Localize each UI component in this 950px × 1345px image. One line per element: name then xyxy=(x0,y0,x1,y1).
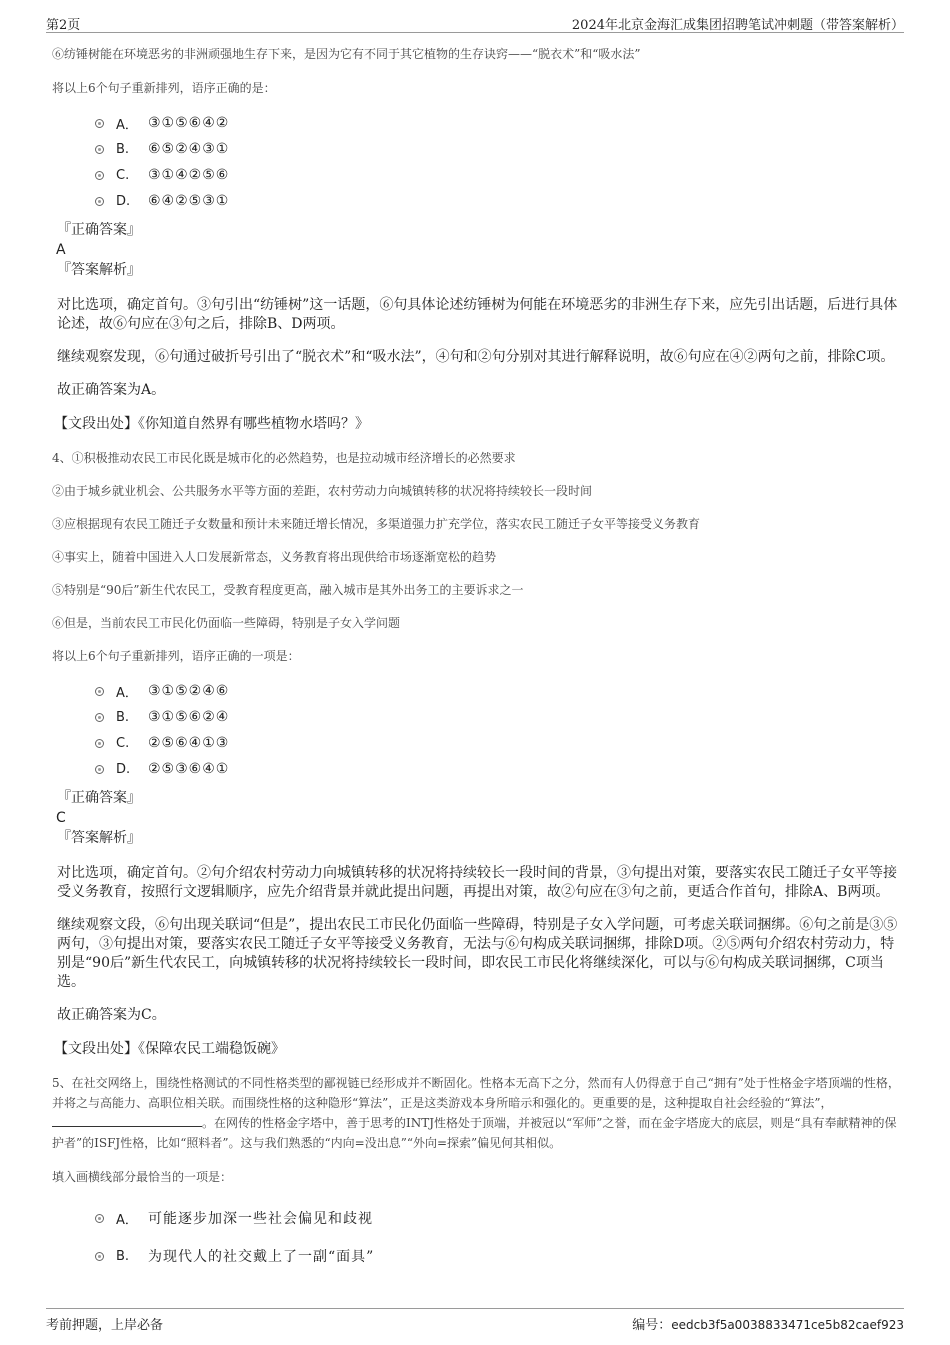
q4-answer: C xyxy=(56,810,66,826)
fill-blank xyxy=(52,1114,202,1127)
q5-stem xyxy=(52,1073,906,1153)
q4-sentence-3: ③应根据现有农民工随迁子女数量和预计未来随迁增长情况，多渠道强力扩充学位，落实农民工随迁子女平等接受义务教育 xyxy=(52,517,701,531)
option-key: A． xyxy=(116,1212,138,1228)
option-key: B. xyxy=(116,709,130,725)
q4-sentence-2: ②由于城乡就业机会、公共服务水平等方面的差距，农村劳动力向城镇转移的状况将持续较长一段时间 xyxy=(52,484,593,498)
q5-stem-before-blank: 5、在社交网络上，围绕性格测试的不同性格类型的鄙视链已经形成并不断固化。性格本无高下之分，然而有人仍得意于自己“拥有”处于性格金字塔顶端的性格，并将之与高能力、高职位相关联。而围绕性格的这种隐形“算法”，正是这类游戏本身所暗示和强化的。更重要的是，这种提取自社会经验的“算法”， xyxy=(52,1076,900,1110)
q3-option-d[interactable] xyxy=(95,188,906,214)
page-header xyxy=(46,12,904,33)
q5-option-a[interactable] xyxy=(95,1199,906,1237)
q5-options xyxy=(95,1199,906,1275)
option-key: A． xyxy=(116,685,138,701)
q3-analysis-2: 继续观察发现，⑥句通过破折号引出了“脱衣术”和“吸水法”，④句和②句分别对其进行解释说明，故⑥句应在④②两句之前，排除C项。 xyxy=(57,349,895,365)
option-key: D. xyxy=(116,193,131,209)
option-text: ③①⑤⑥②④ xyxy=(148,709,230,725)
option-text: ③①⑤⑥④② xyxy=(148,115,230,131)
radio-icon[interactable] xyxy=(95,739,104,748)
q4-sentence-6: ⑥但是，当前农民工市民化仍面临一些障碍，特别是子女入学问题 xyxy=(52,616,401,630)
code-label: 编号： xyxy=(632,1318,672,1333)
option-key: D. xyxy=(116,761,131,777)
q3-sentence-6: ⑥纺锤树能在环境恶劣的非洲顽强地生存下来，是因为它有不同于其它植物的生存诀窍——“脱衣术”和“吸水法” xyxy=(52,47,641,61)
radio-icon[interactable] xyxy=(95,119,104,128)
option-key: C. xyxy=(116,167,130,183)
q3-source: 【文段出处】《你知道自然界有哪些植物水塔吗？》 xyxy=(54,416,369,432)
option-text: ③①④②⑤⑥ xyxy=(148,167,230,183)
q3-option-c[interactable] xyxy=(95,162,906,188)
question-3 xyxy=(52,44,906,434)
q3-analysis-label: 『答案解析』 xyxy=(57,262,141,278)
radio-icon[interactable] xyxy=(95,687,104,696)
page-number: 第2页 xyxy=(46,18,81,33)
radio-icon[interactable] xyxy=(95,713,104,722)
radio-icon[interactable] xyxy=(95,765,104,774)
option-text: ③①⑤②④⑥ xyxy=(148,683,230,699)
q3-analysis-3: 故正确答案为A。 xyxy=(57,382,166,398)
page-content xyxy=(52,44,906,1275)
document-title: 2024年北京金海汇成集团招聘笔试冲刺题（带答案解析） xyxy=(571,18,904,33)
q3-ask: 将以上6个句子重新排列，语序正确的是： xyxy=(52,81,276,95)
document-code xyxy=(632,1314,904,1333)
option-key: B. xyxy=(116,141,130,157)
page-footer xyxy=(46,1308,904,1339)
q4-option-a[interactable] xyxy=(95,678,906,704)
radio-icon[interactable] xyxy=(95,1214,104,1223)
footer-slogan: 考前押题，上岸必备 xyxy=(46,1318,164,1333)
q4-answer-label: 『正确答案』 xyxy=(57,790,141,806)
q5-ask: 填入画横线部分最恰当的一项是： xyxy=(52,1170,233,1184)
q4-option-b[interactable] xyxy=(95,704,906,730)
option-key: B. xyxy=(116,1248,130,1264)
q5-option-b[interactable] xyxy=(95,1237,906,1275)
q5-stem-after-blank: 。在网传的性格金字塔中，善于思考的INTJ性格处于顶端，并被冠以“军师”之誉，而在金字塔庞大的底层，则是“具有奉献精神的保护者”的ISFJ性格，比如“照料者”。这与我们熟悉的“内向=没出息”“外向=探索”偏见何其相似。 xyxy=(52,1116,897,1150)
q4-source: 【文段出处】《保障农民工端稳饭碗》 xyxy=(54,1041,285,1057)
q3-analysis-1: 对比选项，确定首句。③句引出“纺锤树”这一话题，⑥句具体论述纺锤树为何能在环境恶劣的非洲生存下来，应先引出话题，后进行具体论述，故⑥句应在③句之后，排除B、D两项。 xyxy=(57,297,898,332)
q3-options xyxy=(95,110,906,214)
question-4 xyxy=(52,448,906,1059)
q3-option-a[interactable] xyxy=(95,110,906,136)
option-text: ⑥④②⑤③① xyxy=(148,193,230,209)
q3-option-b[interactable] xyxy=(95,136,906,162)
radio-icon[interactable] xyxy=(95,145,104,154)
code-value: eedcb3f5a0038833471ce5b82caef923 xyxy=(671,1318,904,1332)
question-5 xyxy=(52,1073,906,1275)
q4-analysis-1: 对比选项，确定首句。②句介绍农村劳动力向城镇转移的状况将持续较长一段时间的背景，③句提出对策，要落实农民工随迁子女平等接受义务教育，按照行文逻辑顺序，应先介绍背景并就此提出问题，再提出对策，故②句应在③句之前，更适合作首句，排除A、B两项。 xyxy=(57,865,897,900)
option-text: 为现代人的社交戴上了一副“面具” xyxy=(148,1249,375,1265)
radio-icon[interactable] xyxy=(95,1252,104,1261)
q4-option-c[interactable] xyxy=(95,730,906,756)
q4-option-d[interactable] xyxy=(95,756,906,782)
q4-analysis-2: 继续观察文段，⑥句出现关联词“但是”，提出农民工市民化仍面临一些障碍，特别是子女入学问题，可考虑关联词捆绑。⑥句之前是③⑤两句，③句提出对策，要落实农民工随迁子女平等接受义务教育，无法与⑥句构成关联词捆绑，排除D项。②⑤两句介绍农村劳动力，特别是“90后”新生代农民工，向城镇转移的状况将持续较长一段时间，即农民工市民化将继续深化，可以与⑥句构成关联词捆绑，C项当选。 xyxy=(57,917,898,990)
q3-answer-label: 『正确答案』 xyxy=(57,222,141,238)
q4-analysis-3: 故正确答案为C。 xyxy=(57,1007,166,1023)
radio-icon[interactable] xyxy=(95,171,104,180)
q4-sentence-1: 4、①积极推动农民工市民化既是城市化的必然趋势，也是拉动城市经济增长的必然要求 xyxy=(52,451,516,465)
option-text: ②⑤⑥④①③ xyxy=(148,735,230,751)
option-text: ②⑤③⑥④① xyxy=(148,761,230,777)
option-key: A． xyxy=(116,117,138,133)
q4-ask: 将以上6个句子重新排列，语序正确的一项是： xyxy=(52,649,300,663)
option-text: 可能逐步加深一些社会偏见和歧视 xyxy=(148,1211,373,1227)
option-text: ⑥⑤②④③① xyxy=(148,141,230,157)
radio-icon[interactable] xyxy=(95,197,104,206)
q4-sentence-4: ④事实上，随着中国进入人口发展新常态，义务教育将出现供给市场逐渐宽松的趋势 xyxy=(52,550,497,564)
q4-options xyxy=(95,678,906,782)
q4-analysis-label: 『答案解析』 xyxy=(57,830,141,846)
q4-sentence-5: ⑤特别是“90后”新生代农民工，受教育程度更高，融入城市是其外出务工的主要诉求之一 xyxy=(52,583,524,597)
q3-answer: A xyxy=(56,242,66,258)
option-key: C. xyxy=(116,735,130,751)
